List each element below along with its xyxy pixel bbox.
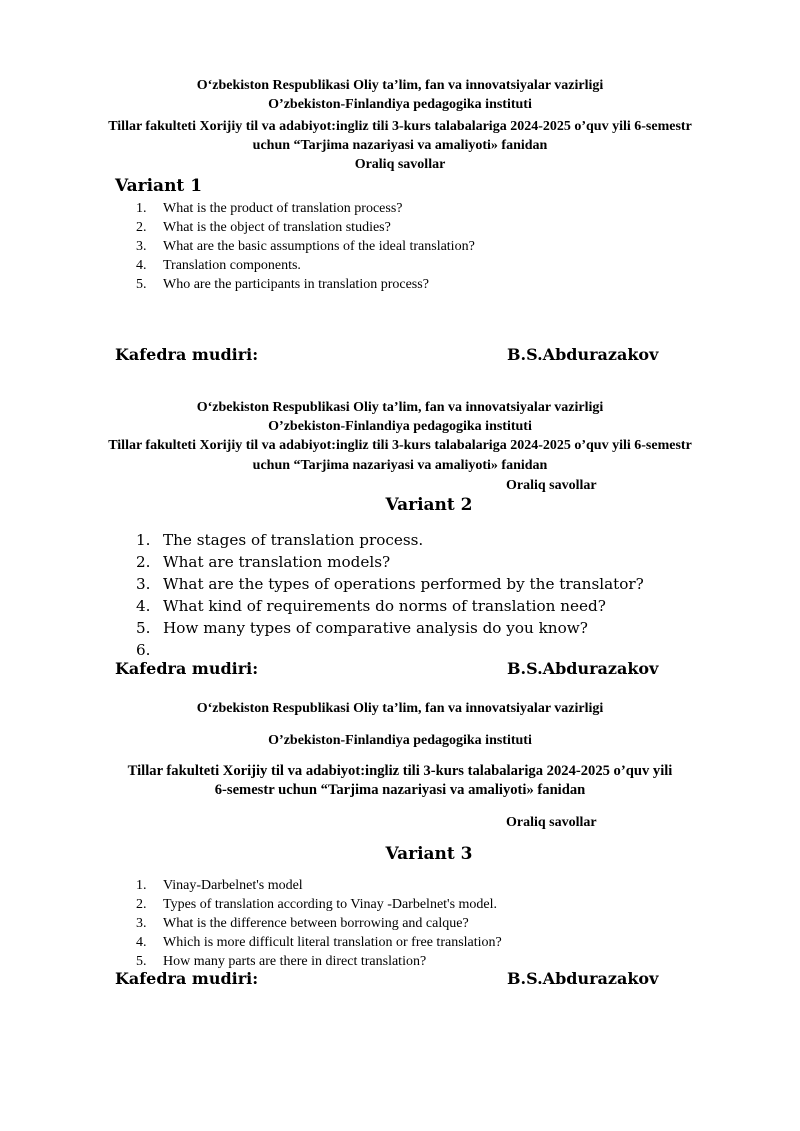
question-item <box>136 595 644 617</box>
question-text: What kind of requirements do norms of translation need? <box>163 597 606 615</box>
question-item <box>136 617 644 639</box>
question-text: What is the difference between borrowing and calque? <box>163 916 469 931</box>
question-number: 5. <box>136 277 147 292</box>
variant-title: Variant 2 <box>385 495 473 515</box>
question-text: What are the types of operations performed by the translator? <box>163 575 644 593</box>
signature-name: B.S.Abdurazakov <box>507 659 659 678</box>
signature-label: Kafedra mudiri: <box>115 969 259 988</box>
question-text: What are translation models? <box>163 553 391 571</box>
variant-title: Variant 1 <box>115 176 203 196</box>
question-list <box>136 876 502 971</box>
question-item <box>136 199 475 218</box>
exam-type-heading: Oraliq savollar <box>506 478 597 493</box>
question-list <box>136 529 644 659</box>
question-list <box>136 199 475 294</box>
question-number: 2. <box>136 553 151 571</box>
question-text: Vinay-Darbelnet's model <box>163 878 303 893</box>
question-item <box>136 876 502 895</box>
exam-type-heading: Oraliq savollar <box>354 157 446 172</box>
question-number: 6. <box>136 641 151 659</box>
question-text: The stages of translation process. <box>163 531 424 549</box>
question-item <box>136 256 475 275</box>
question-number: 4. <box>136 597 151 615</box>
question-number: 3. <box>136 239 147 254</box>
question-text: How many types of comparative analysis do you know? <box>163 619 588 637</box>
question-number: 2. <box>136 897 147 912</box>
institute-heading: O’zbekiston-Finlandiya pedagogika instituti <box>268 97 532 112</box>
question-item <box>136 275 475 294</box>
question-number: 1. <box>136 878 147 893</box>
institute-heading: O’zbekiston-Finlandiya pedagogika instituti <box>268 419 532 434</box>
ministry-heading: O‘zbekiston Respublikasi Oliy ta’lim, fan va innovatsiyalar vazirligi <box>196 701 604 716</box>
question-item <box>136 529 644 551</box>
ministry-heading: O‘zbekiston Respublikasi Oliy ta’lim, fan va innovatsiyalar vazirligi <box>196 400 604 415</box>
variant-title: Variant 3 <box>385 844 473 864</box>
question-text: Translation components. <box>163 258 301 273</box>
question-item <box>136 218 475 237</box>
question-item <box>136 895 502 914</box>
question-item <box>136 573 644 595</box>
question-text: Types of translation according to Vinay -Darbelnet's model. <box>163 897 498 912</box>
question-item <box>136 551 644 573</box>
faculty-heading: Tillar fakulteti Xorijiy til va adabiyot:ingliz tili 3-kurs talabalariga 2024-2025 o’quv yili 6-semestr <box>108 119 692 134</box>
question-number: 5. <box>136 954 147 969</box>
question-number: 3. <box>136 575 151 593</box>
question-number: 2. <box>136 220 147 235</box>
question-text: How many parts are there in direct translation? <box>163 954 427 969</box>
question-item <box>136 237 475 256</box>
question-text: Which is more difficult literal translation or free translation? <box>163 935 502 950</box>
subject-heading: 6-semestr uchun “Tarjima nazariyasi va amaliyoti» fanidan <box>214 782 586 798</box>
question-item <box>136 933 502 952</box>
question-text: What is the product of translation process? <box>163 201 403 216</box>
signature-label: Kafedra mudiri: <box>115 659 259 678</box>
question-text: What are the basic assumptions of the ideal translation? <box>163 239 475 254</box>
question-number: 1. <box>136 201 147 216</box>
question-text: What is the object of translation studies? <box>163 220 391 235</box>
signature-label: Kafedra mudiri: <box>115 345 259 364</box>
ministry-heading: O‘zbekiston Respublikasi Oliy ta’lim, fan va innovatsiyalar vazirligi <box>196 78 604 93</box>
signature-name: B.S.Abdurazakov <box>507 345 659 364</box>
faculty-heading: Tillar fakulteti Xorijiy til va adabiyot:ingliz tili 3-kurs talabalariga 2024-2025 o’quv yili <box>127 763 673 779</box>
question-number: 1. <box>136 531 151 549</box>
question-number: 3. <box>136 916 147 931</box>
exam-type-heading: Oraliq savollar <box>506 815 597 830</box>
faculty-heading: Tillar fakulteti Xorijiy til va adabiyot:ingliz tili 3-kurs talabalariga 2024-2025 o’quv yili 6-semestr <box>108 438 692 453</box>
question-number: 4. <box>136 258 147 273</box>
question-text: Who are the participants in translation process? <box>163 277 429 292</box>
signature-name: B.S.Abdurazakov <box>507 969 659 988</box>
institute-heading: O’zbekiston-Finlandiya pedagogika instituti <box>268 733 532 748</box>
subject-heading: uchun “Tarjima nazariyasi va amaliyoti» fanidan <box>252 458 548 473</box>
question-number: 4. <box>136 935 147 950</box>
question-item <box>136 914 502 933</box>
subject-heading: uchun “Tarjima nazariyasi va amaliyoti» fanidan <box>252 138 548 153</box>
question-number: 5. <box>136 619 151 637</box>
